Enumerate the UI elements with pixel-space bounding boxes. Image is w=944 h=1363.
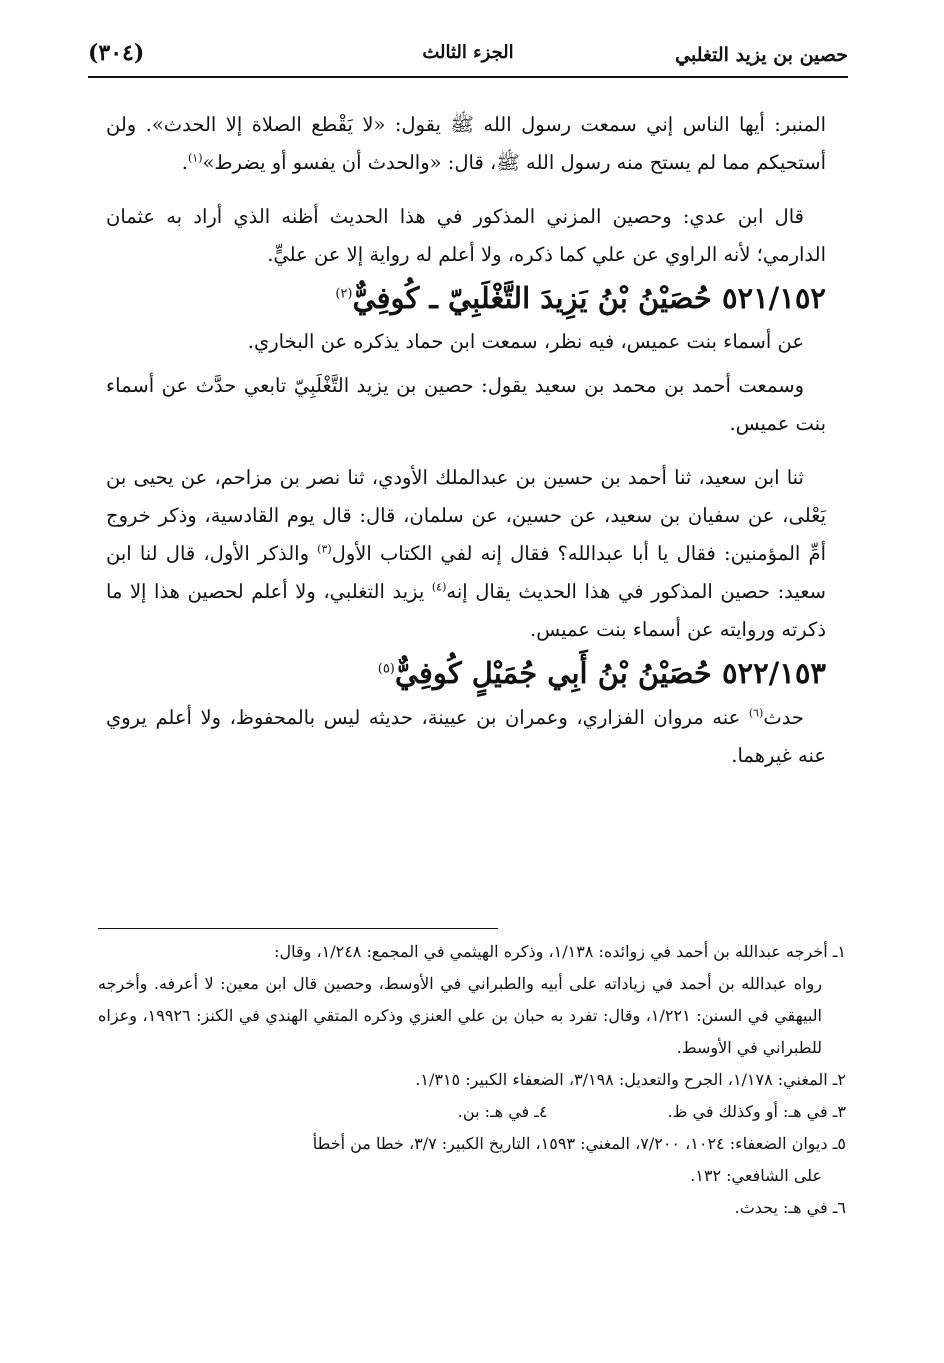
- paragraph: عن أسماء بنت عميس، فيه نظر، سمعت ابن حماد يذكره عن البخاري.: [247, 330, 804, 354]
- footnote-ref: (٥): [377, 661, 395, 677]
- footnotes: [98, 936, 846, 1224]
- main-text: [106, 106, 826, 775]
- paragraph: وسمعت أحمد بن محمد بن سعيد يقول: حصين بن يزيد التَّغْلَبِيّ تابعي حدَّث عن أسماء بنت عميس.: [106, 374, 826, 436]
- footnote-ref: (٦): [748, 706, 764, 720]
- footnote-row: [98, 1096, 846, 1128]
- footnote-5-continued: على الشافعي: ١٣٢.: [690, 1166, 822, 1185]
- paragraph: قال ابن عدي: وحصين المزني المذكور في هذا الحديث أظنه الذي أراد به عثمان الدارمي؛ لأنه الراوي عن علي كما ذكره، ولا أعلم له رواية إلا عن عليٍّ.: [106, 205, 826, 267]
- footnote-1-continued: رواه عبدالله بن أحمد في زياداته على أبيه والطبراني في الأوسط، وحصين قال ابن معين: لا أعرفه. وأخرجه البيهقي في السنن: ١/٢٢١، وقال: تفرد به حبان بن علي العنزي وذكره المتقي الهندي في الكنز: ١٩٩٢٦، وعزاه للطبراني في الأوسط.: [98, 974, 823, 1057]
- paragraph: حدث$^{(٦)}$ عنه مروان الفزاري، وعمران بن عيينة، حديثه ليس بالمحفوظ، ولا أعلم يروي عنه غيرهما.: [106, 705, 826, 767]
- volume-label: الجزء الثالث: [422, 42, 514, 63]
- paragraph: المنبر: أيها الناس إني سمعت رسول الله ﷺ يقول: «لا يَقْطع الصلاة إلا الحدث». ولن أستحيكم مما لم يستح منه رسول الله ﷺ، قال: «والحدث أن يفسو أو يضرط»$^{(١)}$.: [106, 113, 826, 175]
- footnote-2: ٢ـ المغني: ١/١٧٨، الجرح والتعديل: ٣/١٩٨، الضعفاء الكبير: ١/٣١٥.: [415, 1070, 846, 1089]
- footnote-ref: (٣): [317, 542, 332, 556]
- entry-heading-521: ٥٢١/١٥٢ حُصَيْنُ بْنُ يَزِيدَ التَّغْلَبِيّ ـ كُوفِيٌّ$^{(٢)}$: [335, 281, 826, 316]
- entry-heading-522: ٥٢٢/١٥٣ حُصَيْنُ بْنُ أَبِي جُمَيْلٍ كُوفِيٌّ$^{(٥)}$: [377, 656, 826, 691]
- footnote-ref: (٤): [431, 580, 447, 594]
- footnote-1: ١ـ أخرجه عبدالله بن أحمد في زوائده: ١/١٣٨، وذكره الهيثمي في المجمع: ١/٢٤٨، وقال:: [274, 942, 846, 961]
- page-header: [88, 38, 848, 74]
- footnote-6: ٦ـ في هـ: يحدث.: [734, 1198, 846, 1217]
- paragraph: ثنا ابن سعيد، ثنا أحمد بن حسين بن عبدالملك الأودي، ثنا نصر بن مزاحم، عن يحيى بن يَعْلى، عن سفيان بن سعيد، عن حسين، عن سلمان، قال: قال يوم القادسية، وذكر خروج أمِّ المؤمنين: فقال يا أبا عبدالله؟ فقال إنه لفي الكتاب الأول$^{(٣)}$ والذكر الأول، قال لنا ابن سعيد: حصين المذكور في هذا الحديث يقال إنه$^{(٤)}$ يزيد التغلبي، ولا أعلم لحصين هذا إلا ما ذكرته وروايته عن أسماء بنت عميس.: [106, 466, 826, 642]
- footnote-3: ٣ـ في هـ: أو وكذلك في ظ.: [667, 1102, 846, 1121]
- footnote-ref: (٢): [335, 286, 353, 302]
- footnote-ref: (١): [187, 151, 203, 165]
- footnote-5: ٥ـ ديوان الضعفاء: ١٠٢٤، ٧/٢٠٠، المغني: ١٥٩٣، التاريخ الكبير: ٣/٧، خطا من أخطأ: [312, 1134, 846, 1153]
- header-rule: [88, 76, 848, 78]
- page-number: (٣٠٤): [88, 40, 145, 66]
- footnote-4: ٤ـ في هـ: بن.: [457, 1102, 548, 1121]
- running-title: حصين بن يزيد التغلبي: [675, 44, 848, 66]
- footnote-divider: [98, 928, 498, 929]
